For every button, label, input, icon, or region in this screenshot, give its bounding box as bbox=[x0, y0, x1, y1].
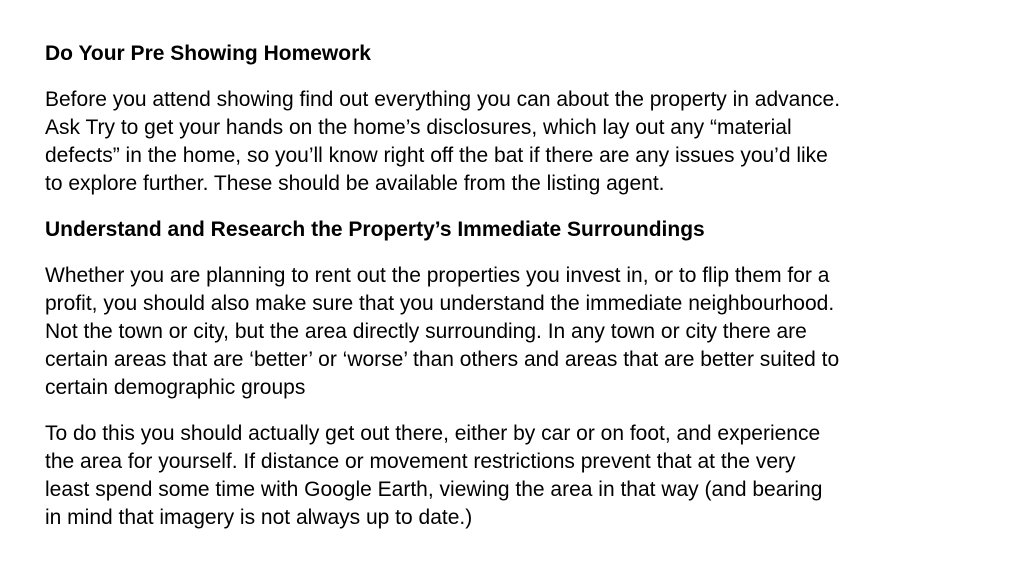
paragraph-neighbourhood bbox=[45, 262, 995, 402]
paragraph-line: certain areas that are ‘better’ or ‘worse’ than others and areas that are better suited to bbox=[45, 348, 840, 371]
section-heading-pre-showing bbox=[45, 40, 995, 68]
paragraph-line: Not the town or city, but the area directly surrounding. In any town or city there are bbox=[45, 320, 807, 343]
paragraph-line: the area for yourself. If distance or movement restrictions prevent that at the very bbox=[45, 450, 796, 473]
paragraph-line: profit, you should also make sure that you understand the immediate neighbourhood. bbox=[45, 292, 835, 315]
paragraph-line: Before you attend showing find out everything you can about the property in advance. bbox=[45, 88, 841, 111]
paragraph-line: certain demographic groups bbox=[45, 376, 306, 399]
paragraph-line: in mind that imagery is not always up to date.) bbox=[45, 506, 473, 529]
paragraph-explore-area bbox=[45, 420, 995, 532]
paragraph-pre-showing bbox=[45, 86, 995, 198]
heading-text: Understand and Research the Property’s Immediate Surroundings bbox=[45, 218, 705, 241]
paragraph-line: to explore further. These should be available from the listing agent. bbox=[45, 172, 665, 195]
paragraph-line: defects” in the home, so you’ll know right off the bat if there are any issues you’d like bbox=[45, 144, 828, 167]
document-page bbox=[45, 40, 995, 550]
paragraph-line: Ask Try to get your hands on the home’s disclosures, which lay out any “material bbox=[45, 116, 792, 139]
paragraph-line: least spend some time with Google Earth, viewing the area in that way (and bearing bbox=[45, 478, 823, 501]
heading-text: Do Your Pre Showing Homework bbox=[45, 42, 371, 65]
section-heading-surroundings bbox=[45, 216, 995, 244]
paragraph-line: Whether you are planning to rent out the properties you invest in, or to flip them for a bbox=[45, 264, 830, 287]
paragraph-line: To do this you should actually get out there, either by car or on foot, and experience bbox=[45, 422, 821, 445]
